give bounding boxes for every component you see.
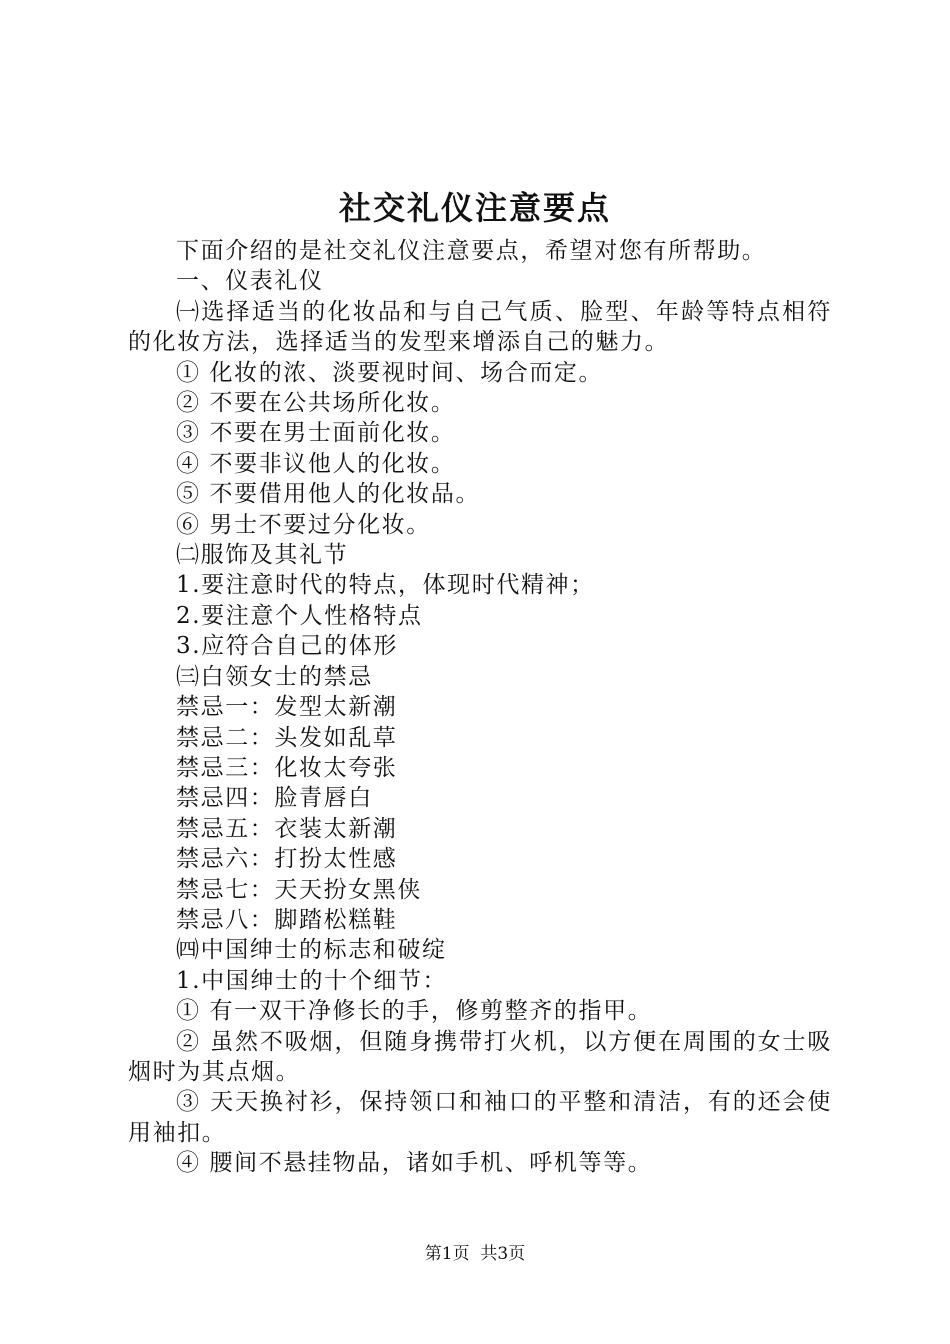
paragraph: ② 不要在公共场所化妆。 xyxy=(176,390,456,417)
paragraph: ㈣中国绅士的标志和破绽 xyxy=(176,937,447,964)
paragraph: ㈡服饰及其礼节 xyxy=(176,542,349,569)
paragraph: 2.要注意个人性格特点 xyxy=(176,602,423,629)
paragraph: ② 虽然不吸烟，但随身携带打火机，以方便在周围的女士吸烟时为其点烟。 xyxy=(128,1028,832,1085)
paragraph: 1.要注意时代的特点，体现时代精神； xyxy=(176,572,595,599)
paragraph: 禁忌二：头发如乱草 xyxy=(176,724,398,751)
paragraph: 禁忌七：天天扮女黑侠 xyxy=(176,876,422,903)
document-body xyxy=(128,236,832,1179)
paragraph: ⑥ 男士不要过分化妆。 xyxy=(176,511,431,538)
paragraph: 1.中国绅士的十个细节： xyxy=(176,967,448,994)
paragraph: ③ 天天换衬衫，保持领口和袖口的平整和清洁，有的还会使用袖扣。 xyxy=(128,1089,832,1146)
page-footer xyxy=(0,1242,950,1266)
paragraph: ④ 不要非议他人的化妆。 xyxy=(176,450,456,477)
paragraph: ⑤ 不要借用他人的化妆品。 xyxy=(176,481,481,508)
paragraph: ① 有一双干净修长的手，修剪整齐的指甲。 xyxy=(176,998,653,1025)
paragraph: ㈠选择适当的化妆品和与自己气质、脸型、年龄等特点相符的化妆方法，选择适当的发型来增添自己的魅力。 xyxy=(128,298,832,356)
paragraph: 禁忌四：脸青唇白 xyxy=(176,785,373,812)
paragraph: 禁忌一：发型太新潮 xyxy=(176,694,398,721)
paragraph: ④ 腰间不悬挂物品，诸如手机、呼机等等。 xyxy=(176,1150,653,1177)
paragraph: 下面介绍的是社交礼仪注意要点，希望对您有所帮助。 xyxy=(176,238,767,264)
paragraph: 3.应符合自己的体形 xyxy=(176,633,398,660)
paragraph: 禁忌五：衣装太新潮 xyxy=(176,815,398,842)
document-title: 社交礼仪注意要点 xyxy=(338,189,611,227)
paragraph: 禁忌八：脚踏松糕鞋 xyxy=(176,906,398,933)
page-number: 第1页 共3页 xyxy=(424,1244,526,1264)
paragraph: 禁忌三：化妆太夸张 xyxy=(176,754,398,781)
paragraph: ① 化妆的浓、淡要视时间、场合而定。 xyxy=(176,359,604,386)
paragraph: 一、仪表礼仪 xyxy=(176,268,324,295)
paragraph: ③ 不要在男士面前化妆。 xyxy=(176,420,456,447)
paragraph: ㈢白领女士的禁忌 xyxy=(176,663,373,690)
paragraph: 禁忌六：打扮太性感 xyxy=(176,846,398,873)
